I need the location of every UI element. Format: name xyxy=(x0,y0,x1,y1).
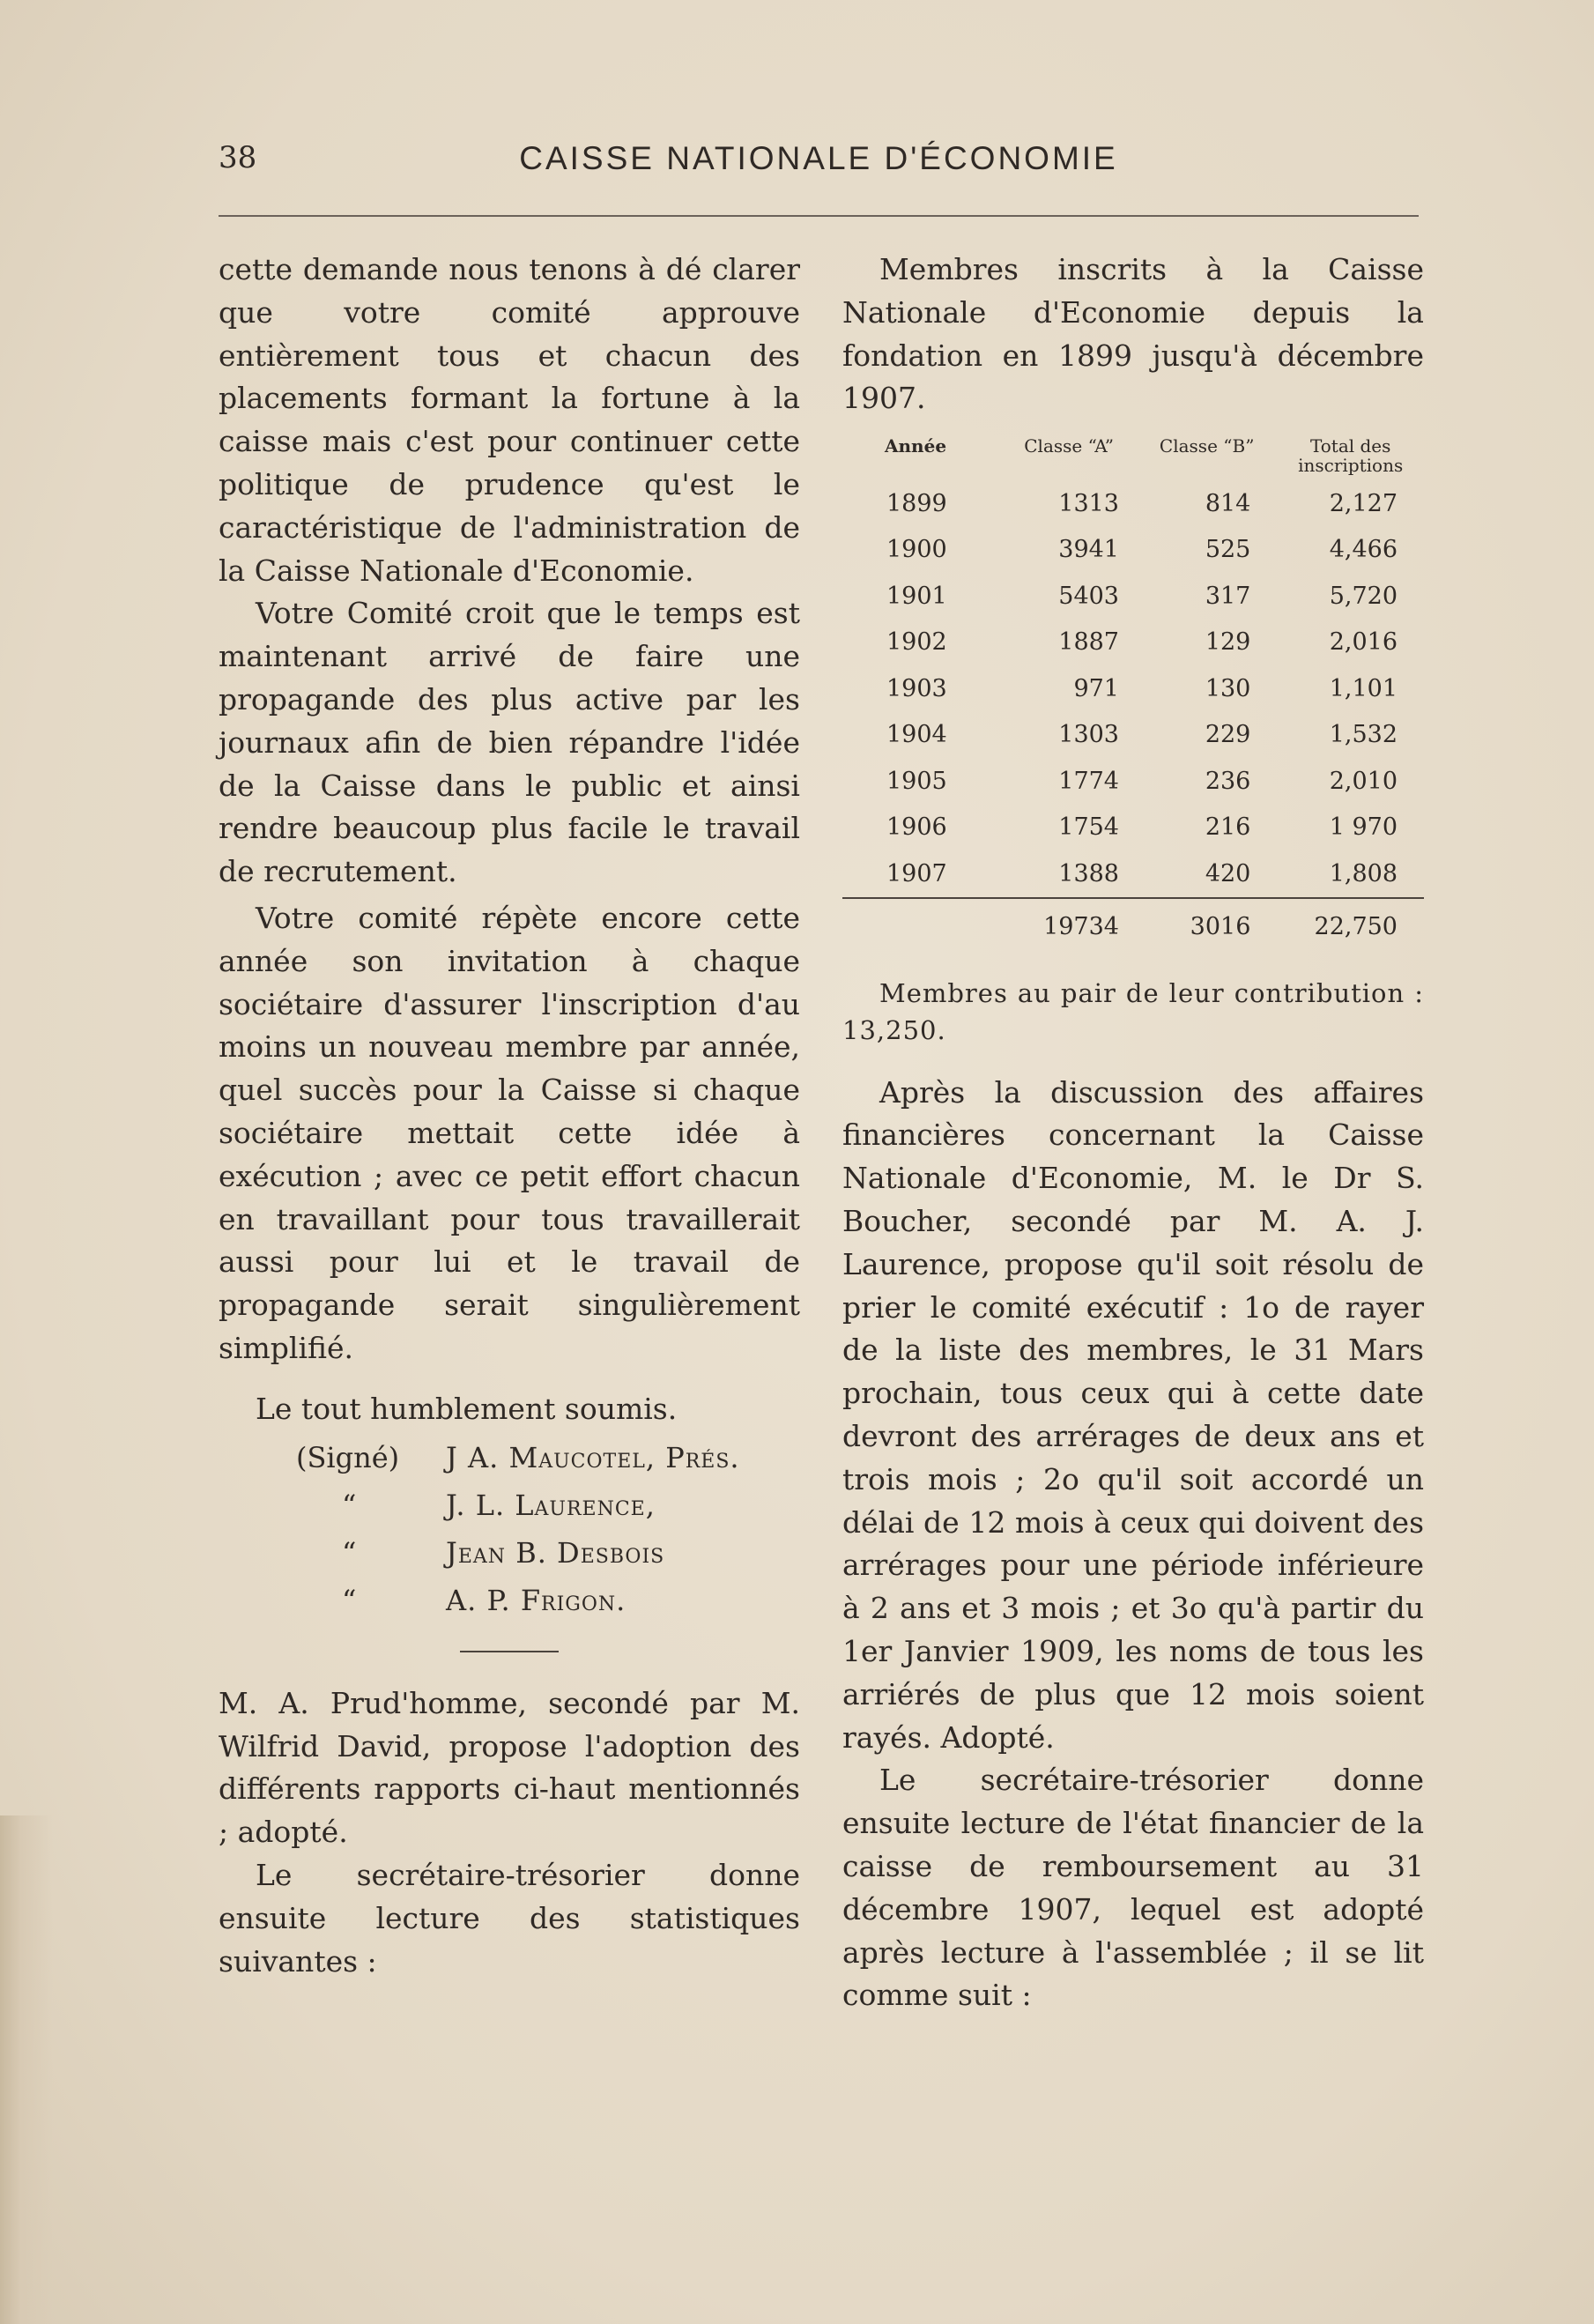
column-header: Classe “A” xyxy=(1024,435,1114,457)
class-b-cell: 317 xyxy=(1205,582,1251,610)
signature-name: A. P. Frigon. xyxy=(446,1583,626,1617)
class-b-total: 3016 xyxy=(1137,898,1277,948)
table-row xyxy=(842,805,1424,851)
signature-mark: (Signé) xyxy=(296,1440,400,1474)
class-a-cell: 1388 xyxy=(1058,859,1119,887)
table-header-row xyxy=(842,436,1424,480)
signature-row xyxy=(219,1483,800,1527)
class-a-cell: 3941 xyxy=(1058,536,1119,564)
year-cell: 1906 xyxy=(886,813,947,842)
section-separator xyxy=(460,1651,559,1652)
year-cell: 1904 xyxy=(886,721,947,749)
ditto-mark: “ xyxy=(342,1488,357,1522)
year-cell: 1901 xyxy=(886,582,947,610)
total-cell: 2,010 xyxy=(1329,767,1398,795)
class-a-total: 19734 xyxy=(1001,898,1137,948)
class-b-cell: 236 xyxy=(1205,767,1251,795)
grand-total: 22,750 xyxy=(1277,898,1424,948)
table-row xyxy=(842,850,1424,898)
class-a-cell: 1303 xyxy=(1058,721,1119,749)
table-row xyxy=(842,573,1424,620)
paragraph: M. A. Prud'homme, secondé par M. Wilfrid David, propose l'adoption des différents rapports ci-haut mentionnés ; adopté. xyxy=(219,1685,800,1850)
year-cell: 1907 xyxy=(886,859,947,887)
signature-row xyxy=(219,1531,800,1575)
signature-row xyxy=(219,1578,800,1622)
ditto-mark: “ xyxy=(342,1583,357,1617)
class-a-cell: 971 xyxy=(1073,674,1119,702)
paragraph: Membres inscrits à la Caisse Nationale d'Economie depuis la fondation en 1899 jusqu'à décembre 1907. xyxy=(842,252,1424,416)
paragraph: Votre Comité croit que le temps est maintenant arrivé de faire une propagande des plus active par les journaux afin de bien répandre l'idée de la Caisse dans le public et ainsi rendre beaucoup plus facile le travail de recrutement. xyxy=(219,596,800,889)
running-title: CAISSE NATIONALE D'ÉCONOMIE xyxy=(519,140,1118,176)
class-a-cell: 1774 xyxy=(1058,767,1119,795)
class-b-cell: 130 xyxy=(1205,674,1251,702)
paragraph: Votre comité répète encore cette année son invitation à chaque sociétaire d'assurer l'inscription d'au moins un nouveau membre par année, quel succès pour la Caisse si chaque sociétaire mettait cette idée à exécution ; avec ce petit effort chacun en travaillant pour tous travaillerait aussi pour lui et le travail de propagande serait singulièrement simplifié. xyxy=(219,900,800,1365)
class-a-cell: 5403 xyxy=(1058,582,1119,610)
year-cell: 1905 xyxy=(886,767,947,795)
class-b-cell: 814 xyxy=(1205,489,1251,517)
year-cell: 1900 xyxy=(886,536,947,564)
column-header: Année xyxy=(885,435,947,457)
paragraph: cette demande nous tenons à dé clarer que votre comité approuve entièrement tous et chacun des placements formant la fortune à la caisse mais c'est pour continuer cette politique de prudence qu'est le caractéristique de l'administration de la Caisse Nationale d'Economie. xyxy=(219,252,800,588)
total-cell: 1,808 xyxy=(1329,859,1398,887)
class-a-cell: 1887 xyxy=(1058,628,1119,657)
right-column xyxy=(842,249,1424,2017)
table-row xyxy=(842,527,1424,574)
class-b-cell: 525 xyxy=(1205,536,1251,564)
paragraph: Le secrétaire-trésorier donne ensuite lecture des statistiques suivantes : xyxy=(219,1857,800,1979)
total-cell: 5,720 xyxy=(1329,582,1398,610)
totals-row xyxy=(842,898,1424,948)
signature-name: Jean B. Desbois xyxy=(446,1535,665,1570)
contribution-note: Membres au pair de leur contribution : 13,250. xyxy=(842,977,1424,1045)
class-a-cell: 1754 xyxy=(1058,813,1119,842)
signature-block xyxy=(219,1436,800,1624)
paragraph: Après la discussion des affaires financières concernant la Caisse Nationale d'Economie, M. le Dr S. Boucher, secondé par M. A. J. Laurence, propose qu'il soit résolu de prier le comité exécutif : 1o de rayer de la liste des membres, le 31 Mars prochain, tous ceux qui à cette date devront des arrérages de deux ans et trois mois ; 2o qu'il soit accordé un délai de 12 mois à ceux qui doivent des arrérages pour une période inférieure à 2 ans et 3 mois ; et 3o qu'à partir du 1er Janvier 1909, les noms de tous les arriérés de plus que 12 mois soient rayés. Adopté. xyxy=(842,1074,1424,1755)
total-cell: 1 970 xyxy=(1329,813,1398,842)
header-rule xyxy=(219,215,1419,217)
total-cell: 4,466 xyxy=(1329,536,1398,564)
left-column xyxy=(219,249,800,1983)
table-row xyxy=(842,758,1424,805)
class-b-cell: 129 xyxy=(1205,628,1251,657)
class-b-cell: 216 xyxy=(1205,813,1251,842)
year-cell: 1899 xyxy=(886,489,947,517)
page-header xyxy=(219,137,1419,189)
signature-name: J. L. Laurence, xyxy=(446,1488,656,1522)
signature-row xyxy=(219,1436,800,1480)
year-cell: 1903 xyxy=(886,674,947,702)
class-b-cell: 420 xyxy=(1205,859,1251,887)
column-header: Classe “B” xyxy=(1159,435,1255,457)
column-header: Total des inscriptions xyxy=(1298,435,1404,477)
table-row xyxy=(842,620,1424,666)
year-cell: 1902 xyxy=(886,628,947,657)
total-cell: 1,532 xyxy=(1329,721,1398,749)
total-cell: 2,127 xyxy=(1329,489,1398,517)
page-edge-shadow xyxy=(0,1815,53,2324)
membership-table xyxy=(842,436,1424,948)
total-cell: 2,016 xyxy=(1329,628,1398,657)
closing-line: Le tout humblement soumis. xyxy=(256,1391,678,1426)
ditto-mark: “ xyxy=(342,1535,357,1570)
totals-label-cell xyxy=(842,898,1001,948)
class-b-cell: 229 xyxy=(1205,721,1251,749)
table-row xyxy=(842,480,1424,527)
page-number: 38 xyxy=(219,140,257,175)
table-row xyxy=(842,665,1424,712)
class-a-cell: 1313 xyxy=(1058,489,1119,517)
paragraph: Le secrétaire-trésorier donne ensuite lecture de l'état financier de la caisse de remboursement au 31 décembre 1907, lequel est adopté après lecture à l'assemblée ; il se lit comme suit : xyxy=(842,1763,1424,2013)
total-cell: 1,101 xyxy=(1329,674,1398,702)
signature-name: J A. Maucotel, Prés. xyxy=(446,1440,740,1474)
table-row xyxy=(842,712,1424,759)
